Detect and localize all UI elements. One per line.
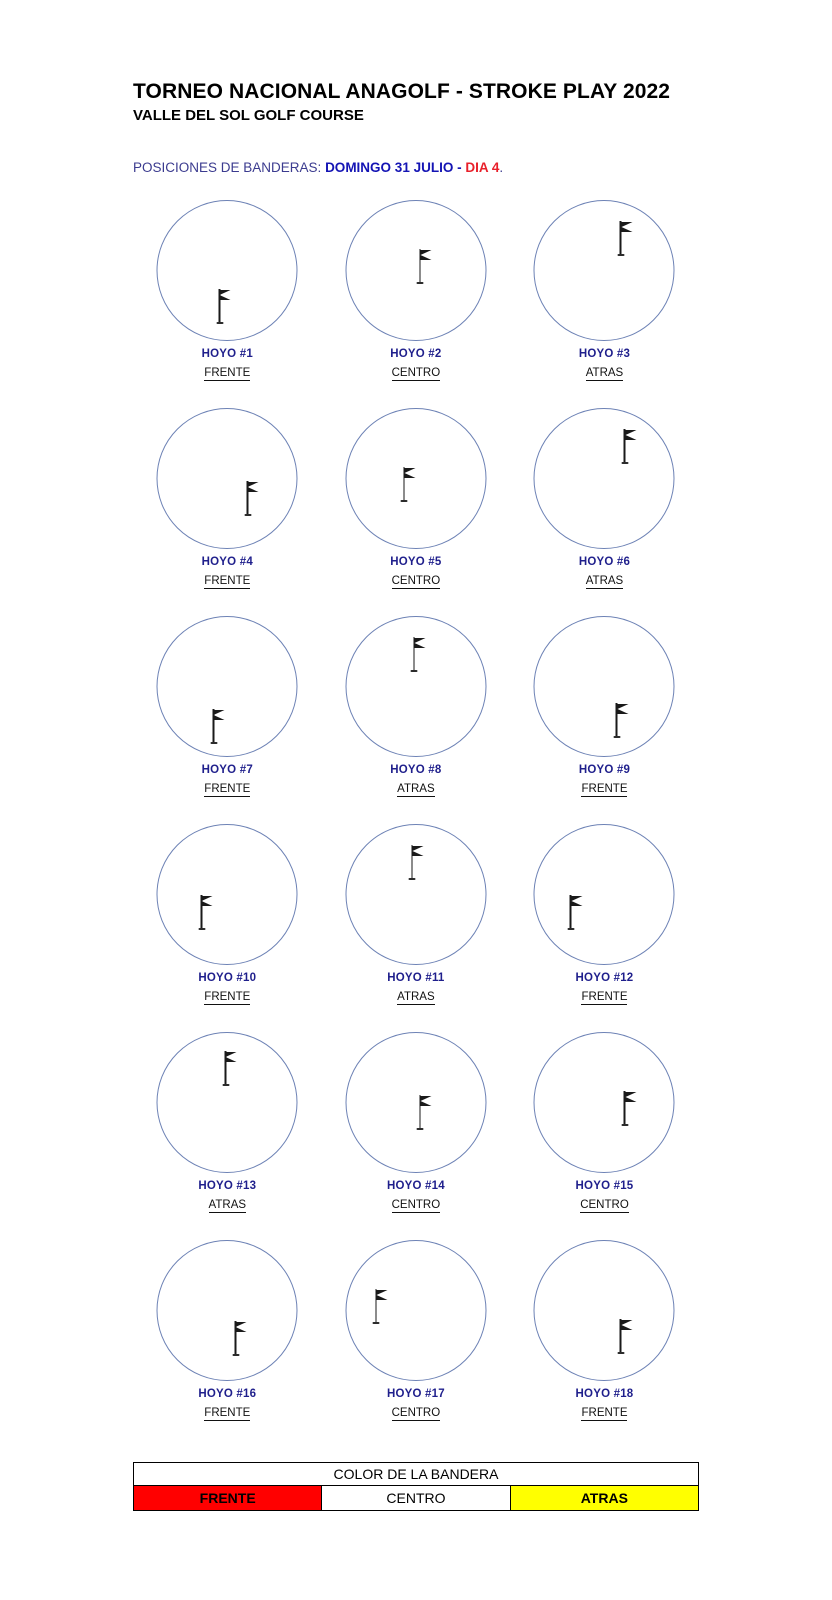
hole-position-text: ATRAS bbox=[585, 575, 624, 587]
hole-label: HOYO #14 bbox=[386, 1180, 445, 1192]
document-header bbox=[133, 80, 753, 126]
green-circle bbox=[534, 408, 675, 549]
hole-position-text: ATRAS bbox=[208, 1199, 247, 1211]
hole-label: HOYO #5 bbox=[390, 556, 442, 568]
hole-position-text: ATRAS bbox=[397, 783, 435, 795]
flag-cloth bbox=[421, 1096, 432, 1106]
flag-icon bbox=[232, 1321, 254, 1355]
green-cell bbox=[510, 820, 699, 1028]
hole-position-text: FRENTE bbox=[204, 1407, 251, 1419]
hole-position-text: CENTRO bbox=[580, 1199, 629, 1211]
hole-position bbox=[510, 575, 699, 587]
flag-cloth bbox=[226, 1052, 237, 1062]
flag-positions-subtitle bbox=[133, 160, 503, 176]
hole-position-text: CENTRO bbox=[391, 367, 441, 379]
flag-cloth bbox=[413, 846, 424, 856]
flag-cloth bbox=[214, 710, 225, 720]
flag-base bbox=[198, 928, 205, 930]
hole-position-text: FRENTE bbox=[581, 783, 628, 795]
green-cell bbox=[510, 612, 699, 820]
flag-base bbox=[216, 322, 223, 324]
hole-label: HOYO #15 bbox=[575, 1180, 634, 1192]
green-cell bbox=[510, 196, 699, 404]
hole-label: HOYO #16 bbox=[198, 1388, 257, 1400]
green-cell bbox=[510, 404, 699, 612]
subtitle-dot: . bbox=[499, 160, 504, 175]
hole-position bbox=[510, 367, 699, 379]
hole-position bbox=[133, 1199, 322, 1211]
green-circle bbox=[157, 1032, 298, 1173]
flag-icon bbox=[210, 709, 232, 743]
hole-label: HOYO #13 bbox=[198, 1180, 257, 1192]
hole-position-text: FRENTE bbox=[204, 991, 251, 1003]
flag-cloth bbox=[405, 468, 416, 478]
flag-base bbox=[222, 1084, 229, 1086]
hole-position bbox=[322, 783, 511, 795]
green-circle bbox=[534, 824, 675, 965]
flag-icon bbox=[222, 1051, 244, 1085]
flag-icon bbox=[400, 467, 422, 501]
hole-position bbox=[510, 1199, 699, 1211]
greens-row bbox=[133, 1236, 699, 1444]
hole-position-text: CENTRO bbox=[391, 1407, 441, 1419]
green-circle bbox=[345, 1240, 486, 1381]
green-circle bbox=[157, 616, 298, 757]
flag-icon bbox=[621, 429, 643, 463]
hole-label: HOYO #2 bbox=[390, 348, 442, 360]
green-cell bbox=[322, 612, 511, 820]
flag-cloth bbox=[617, 704, 628, 714]
legend-cell-centro: CENTRO bbox=[321, 1486, 510, 1510]
hole-position bbox=[133, 367, 322, 379]
flag-base bbox=[417, 282, 424, 284]
flag-base bbox=[613, 736, 620, 738]
flag-base bbox=[567, 928, 574, 930]
hole-label: HOYO #18 bbox=[575, 1388, 634, 1400]
hole-position bbox=[133, 1407, 322, 1419]
green-circle bbox=[157, 200, 298, 341]
page-title: TORNEO NACIONAL ANAGOLF - STROKE PLAY 2022 bbox=[133, 80, 671, 103]
green-circle bbox=[534, 200, 675, 341]
legend-cell-frente: FRENTE bbox=[134, 1486, 321, 1510]
flag-cloth bbox=[625, 1092, 636, 1102]
flag-base bbox=[210, 742, 217, 744]
greens-row bbox=[133, 820, 699, 1028]
legend-cells bbox=[134, 1486, 698, 1510]
greens-grid bbox=[133, 196, 699, 1444]
hole-position-text: ATRAS bbox=[585, 367, 624, 379]
hole-position-text: FRENTE bbox=[204, 367, 251, 379]
green-cell bbox=[133, 404, 322, 612]
hole-position bbox=[133, 575, 322, 587]
green-circle bbox=[345, 616, 486, 757]
green-cell bbox=[133, 1028, 322, 1236]
hole-position-text: CENTRO bbox=[391, 575, 441, 587]
hole-label: HOYO #8 bbox=[390, 764, 442, 776]
legend-title: COLOR DE LA BANDERA bbox=[134, 1463, 698, 1486]
hole-label: HOYO #10 bbox=[198, 972, 257, 984]
hole-position-text: FRENTE bbox=[581, 991, 628, 1003]
flag-base bbox=[373, 1322, 380, 1324]
hole-position-text: FRENTE bbox=[204, 783, 251, 795]
flag-cloth bbox=[202, 896, 213, 906]
legend bbox=[133, 1462, 699, 1511]
flag-icon bbox=[244, 481, 266, 515]
hole-position bbox=[133, 991, 322, 1003]
hole-label: HOYO #12 bbox=[575, 972, 634, 984]
hole-label: HOYO #17 bbox=[386, 1388, 445, 1400]
flag-icon bbox=[372, 1289, 394, 1323]
hole-position bbox=[133, 783, 322, 795]
subtitle-date: DOMINGO 31 JULIO bbox=[325, 160, 454, 175]
hole-label: HOYO #3 bbox=[578, 348, 631, 360]
flag-base bbox=[401, 500, 408, 502]
hole-position bbox=[322, 575, 511, 587]
green-cell bbox=[322, 820, 511, 1028]
green-cell bbox=[133, 820, 322, 1028]
green-circle bbox=[534, 616, 675, 757]
green-circle bbox=[345, 408, 486, 549]
flag-icon bbox=[216, 289, 238, 323]
hole-label: HOYO #6 bbox=[578, 556, 631, 568]
hole-position bbox=[322, 1199, 511, 1211]
flag-cloth bbox=[236, 1322, 247, 1332]
flag-base bbox=[621, 462, 628, 464]
green-cell bbox=[133, 612, 322, 820]
hole-label: HOYO #1 bbox=[201, 348, 253, 360]
greens-row bbox=[133, 1028, 699, 1236]
flag-icon bbox=[416, 1095, 438, 1129]
course-name: VALLE DEL SOL GOLF COURSE bbox=[133, 107, 364, 124]
flag-base bbox=[409, 878, 416, 880]
hole-position-text: CENTRO bbox=[391, 1199, 441, 1211]
hole-position-text: FRENTE bbox=[204, 575, 251, 587]
greens-row bbox=[133, 196, 699, 404]
flag-base bbox=[411, 670, 418, 672]
green-circle bbox=[345, 1032, 486, 1173]
flag-base bbox=[621, 1124, 628, 1126]
flag-cloth bbox=[377, 1290, 388, 1300]
flag-cloth bbox=[625, 430, 636, 440]
flag-base bbox=[617, 254, 624, 256]
flag-icon bbox=[567, 895, 589, 929]
green-circle bbox=[345, 200, 486, 341]
flag-base bbox=[244, 514, 251, 516]
green-cell bbox=[322, 196, 511, 404]
hole-label: HOYO #9 bbox=[578, 764, 631, 776]
greens-row bbox=[133, 404, 699, 612]
flag-icon bbox=[410, 637, 432, 671]
flag-base bbox=[617, 1352, 624, 1354]
green-cell bbox=[133, 1236, 322, 1444]
green-cell bbox=[133, 196, 322, 404]
flag-icon bbox=[198, 895, 220, 929]
hole-position bbox=[510, 991, 699, 1003]
green-cell bbox=[322, 1236, 511, 1444]
green-circle bbox=[157, 408, 298, 549]
flag-cloth bbox=[415, 638, 426, 648]
subtitle-dash: - bbox=[453, 160, 466, 175]
hole-position bbox=[322, 367, 511, 379]
flag-cloth bbox=[421, 250, 432, 260]
green-circle bbox=[157, 824, 298, 965]
greens-row bbox=[133, 612, 699, 820]
flag-base bbox=[417, 1128, 424, 1130]
flag-cloth bbox=[248, 482, 259, 492]
green-cell bbox=[322, 404, 511, 612]
subtitle-label: POSICIONES DE BANDERAS: bbox=[133, 160, 322, 175]
hole-label: HOYO #4 bbox=[201, 556, 253, 568]
hole-label: HOYO #7 bbox=[201, 764, 253, 776]
green-circle bbox=[345, 824, 486, 965]
flag-cloth bbox=[220, 290, 231, 300]
hole-position bbox=[510, 1407, 699, 1419]
hole-label: HOYO #11 bbox=[387, 972, 445, 984]
green-circle bbox=[534, 1240, 675, 1381]
flag-icon bbox=[613, 703, 635, 737]
flag-icon bbox=[617, 221, 639, 255]
green-cell bbox=[510, 1236, 699, 1444]
flag-base bbox=[232, 1354, 239, 1356]
hole-position bbox=[510, 783, 699, 795]
legend-cell-atras: ATRAS bbox=[511, 1486, 698, 1510]
hole-position bbox=[322, 1407, 511, 1419]
green-circle bbox=[157, 1240, 298, 1381]
flag-cloth bbox=[571, 896, 582, 906]
hole-position bbox=[322, 991, 511, 1003]
green-cell bbox=[510, 1028, 699, 1236]
flag-icon bbox=[416, 249, 438, 283]
green-circle bbox=[534, 1032, 675, 1173]
hole-position-text: ATRAS bbox=[397, 991, 435, 1003]
flag-cloth bbox=[621, 222, 632, 232]
green-cell bbox=[322, 1028, 511, 1236]
flag-icon bbox=[408, 845, 430, 879]
subtitle-day: DIA 4 bbox=[465, 160, 500, 175]
hole-position-text: FRENTE bbox=[581, 1407, 628, 1419]
flag-icon bbox=[617, 1319, 639, 1353]
flag-cloth bbox=[621, 1320, 632, 1330]
flag-icon bbox=[621, 1091, 643, 1125]
